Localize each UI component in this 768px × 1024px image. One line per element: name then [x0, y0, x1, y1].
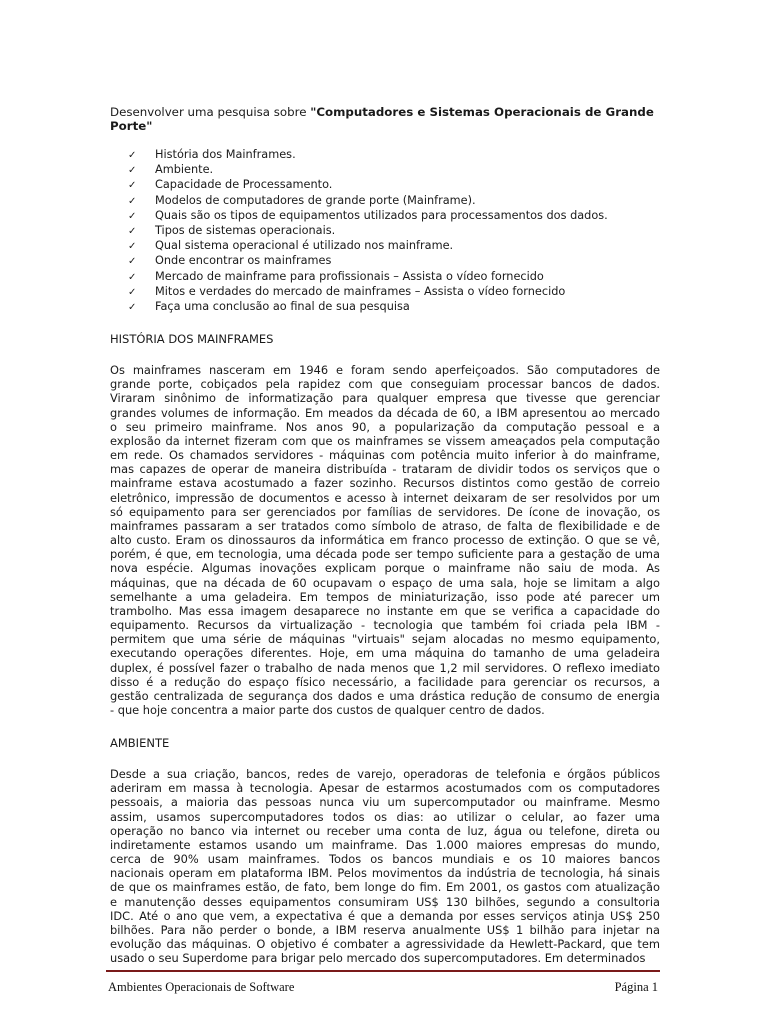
- paragraph-line: grandes volumes de informação. Em meados da década de 60, a IBM apresentou ao mercado: [110, 405, 660, 420]
- checkmark-icon: ✓: [128, 180, 137, 192]
- intro-prefix: Desenvolver uma pesquisa sobre: [110, 105, 311, 119]
- paragraph-line: Desde a sua criação, bancos, redes de varejo, operadoras de telefonia e órgãos públicos: [110, 767, 660, 781]
- section-heading-historia: HISTÓRIA DOS MAINFRAMES: [110, 332, 274, 346]
- paragraph-line: eletrônico, impressão de documentos e acesso à internet deixaram de ser resolvidos por um: [110, 490, 660, 505]
- checkmark-icon: ✓: [128, 210, 137, 222]
- topic-checklist: [128, 148, 660, 315]
- footer-rule: [106, 970, 660, 972]
- checkmark-icon: ✓: [128, 195, 137, 207]
- checklist-item: ✓ Mercado de mainframe para profissionais – Assista o vídeo fornecido: [128, 270, 660, 285]
- paragraph-line: permitem que uma série de máquinas "virtuais" sejam alocadas no mesmo equipamento,: [110, 632, 660, 647]
- checkmark-icon: ✓: [128, 241, 137, 253]
- paragraph-line: equipamento. Recursos da virtualização - tecnologia que também foi criada pela IBM -: [110, 618, 660, 633]
- document-page: [110, 0, 660, 1024]
- paragraph-line: de que os mainframes estão, de fato, bem longe do fim. Em 2001, os gastos com atualização: [110, 880, 660, 895]
- checklist-item: ✓ Ambiente.: [128, 163, 660, 178]
- checkmark-icon: ✓: [128, 286, 137, 298]
- checkmark-icon: ✓: [128, 271, 137, 283]
- paragraph-line: nacionais operam em plataforma IBM. Pelos movimentos da indústria de tecnologia, há sinais: [110, 866, 660, 881]
- paragraph-line: evolução das máquinas. O objetivo é combater a agressividade da Hewlett-Packard, que tem: [110, 937, 660, 952]
- paragraph-line: pessoais, a maioria das pessoas nunca viu um supercomputador ou mainframe. Mesmo: [110, 795, 660, 810]
- paragraph-line: grande porte, cobiçados pela rapidez com que conseguiam processar bancos de dados.: [110, 377, 660, 392]
- paragraph-line: Os mainframes nasceram em 1946 e foram sendo aperfeiçoados. São computadores de: [110, 363, 660, 377]
- checklist-item: ✓ Faça uma conclusão ao final de sua pesquisa: [128, 300, 660, 315]
- checkmark-icon: ✓: [128, 226, 137, 238]
- checklist-item: ✓ Modelos de computadores de grande porte (Mainframe).: [128, 194, 660, 209]
- paragraph-line: operação no banco via internet ou receber uma conta de luz, água ou telefone, direta ou: [110, 823, 660, 838]
- paragraph-line: gestão centralizada de segurança dos dados e uma drástica redução de consumo de energia: [110, 688, 660, 703]
- paragraph-line: Viraram sinônimo de informatização para qualquer empresa que tivesse que gerenciar: [110, 391, 660, 406]
- intro-paragraph: [110, 105, 660, 133]
- paragraph-line: assim, usamos supercomputadores todos os dias: ao utilizar o celular, ao fazer uma: [110, 809, 660, 824]
- paragraph-line: só equipamento para ser gerenciados por famílias de servidores. De ícone de inovação, os: [110, 504, 660, 519]
- paragraph-line: aderiram em massa à tecnologia. Apesar de estarmos acostumados com os computadores: [110, 781, 660, 796]
- paragraph-historia: [110, 363, 660, 717]
- paragraph-line: porém, é que, em tecnologia, uma década pode ser tempo suficiente para a gestação de uma: [110, 547, 660, 562]
- paragraph-line: IDC. Até o ano que vem, a expectativa é que a demanda por esses serviços atinja US$ 250: [110, 908, 660, 923]
- paragraph-line: mas capazes de operar de maneira distribuída - trataram de dividir todos os serviços que o: [110, 462, 660, 477]
- paragraph-line: trambolho. Mas essa imagem desaparece no instante em que se verifica a capacidade do: [110, 603, 660, 618]
- checklist-item: ✓ Capacidade de Processamento.: [128, 178, 660, 193]
- paragraph-line: o seu primeiro mainframe. Nos anos 90, a popularização da computação pessoal e a: [110, 419, 660, 434]
- paragraph-line: - que hoje concentra a maior parte dos custos de qualquer centro de dados.: [110, 703, 545, 718]
- paragraph-line: disso é a redução do espaço físico necessário, a facilidade para gerenciar os recursos, a: [110, 674, 660, 689]
- checklist-item: ✓ Tipos de sistemas operacionais.: [128, 224, 660, 239]
- checklist-item: ✓ Quais são os tipos de equipamentos utilizados para processamentos dos dados.: [128, 209, 660, 224]
- paragraph-line: e manutenção desses equipamentos consumiram US$ 130 bilhões, segundo a consultoria: [110, 894, 660, 909]
- checkmark-icon: ✓: [128, 150, 137, 161]
- paragraph-line: usado o seu Superdome para brigar pelo mercado dos supercomputadores. Em determinados: [110, 951, 646, 966]
- paragraph-line: em rede. Os chamados servidores - máquinas com potência muito inferior à do mainframe,: [110, 448, 660, 463]
- paragraph-line: alto custo. Eram os dinossauros da informática em franco processo de extinção. O que se vê,: [110, 533, 660, 548]
- checkmark-icon: ✓: [128, 302, 137, 314]
- paragraph-line: mainframes passaram a ser tratados como símbolo de atraso, de falta de flexibilidade e de: [110, 518, 660, 533]
- intro-title-line1: "Computadores e Sistemas Operacionais de Grande: [310, 105, 654, 119]
- paragraph-line: bilhões. Para não perder o bonde, a IBM reserva anualmente US$ 1 bilhão para injetar na: [110, 922, 660, 937]
- paragraph-line: explosão da internet fizeram com que os mainframes se vissem ameaçados pela computação: [110, 433, 660, 448]
- section-heading-ambiente: AMBIENTE: [110, 736, 170, 750]
- paragraph-line: mainframe estava acostumado a fazer sozinho. Recursos distintos como gestão de correio: [110, 476, 660, 491]
- checklist-item: ✓ Mitos e verdades do mercado de mainframes – Assista o vídeo fornecido: [128, 285, 660, 300]
- footer-title: Ambientes Operacionais de Software: [108, 980, 295, 994]
- checklist-item: ✓ Onde encontrar os mainframes: [128, 254, 660, 269]
- paragraph-line: semelhante a uma geladeira. Em tempos de miniaturização, isso pode até parecer um: [110, 589, 660, 604]
- paragraph-line: executando operações diferentes. Hoje, em uma máquina do tamanho de uma geladeira: [110, 646, 660, 661]
- paragraph-line: nova espécie. Algumas inovações explicam porque o mainframe não saiu de moda. As: [110, 561, 660, 576]
- paragraph-line: duplex, é possível fazer o trabalho de nada menos que 1,2 mil servidores. O reflexo imediato: [110, 660, 660, 675]
- checkmark-icon: ✓: [128, 256, 137, 268]
- paragraph-line: máquinas, que na década de 60 ocupavam o espaço de uma sala, hoje se limitam a algo: [110, 575, 660, 590]
- checklist-item: ✓ Qual sistema operacional é utilizado nos mainframe.: [128, 239, 660, 254]
- paragraph-line: indiretamente estamos usando um mainframe. Das 1.000 maiores empresas do mundo,: [110, 837, 660, 852]
- footer-page-number: Página 1: [614, 980, 658, 994]
- paragraph-line: cerca de 90% usam mainframes. Todos os bancos mundiais e os 10 maiores bancos: [110, 852, 660, 867]
- checklist-item: ✓ História dos Mainframes.: [128, 148, 660, 163]
- paragraph-ambiente: [110, 767, 660, 965]
- intro-title-line2: Porte": [110, 119, 153, 133]
- checkmark-icon: ✓: [128, 165, 137, 177]
